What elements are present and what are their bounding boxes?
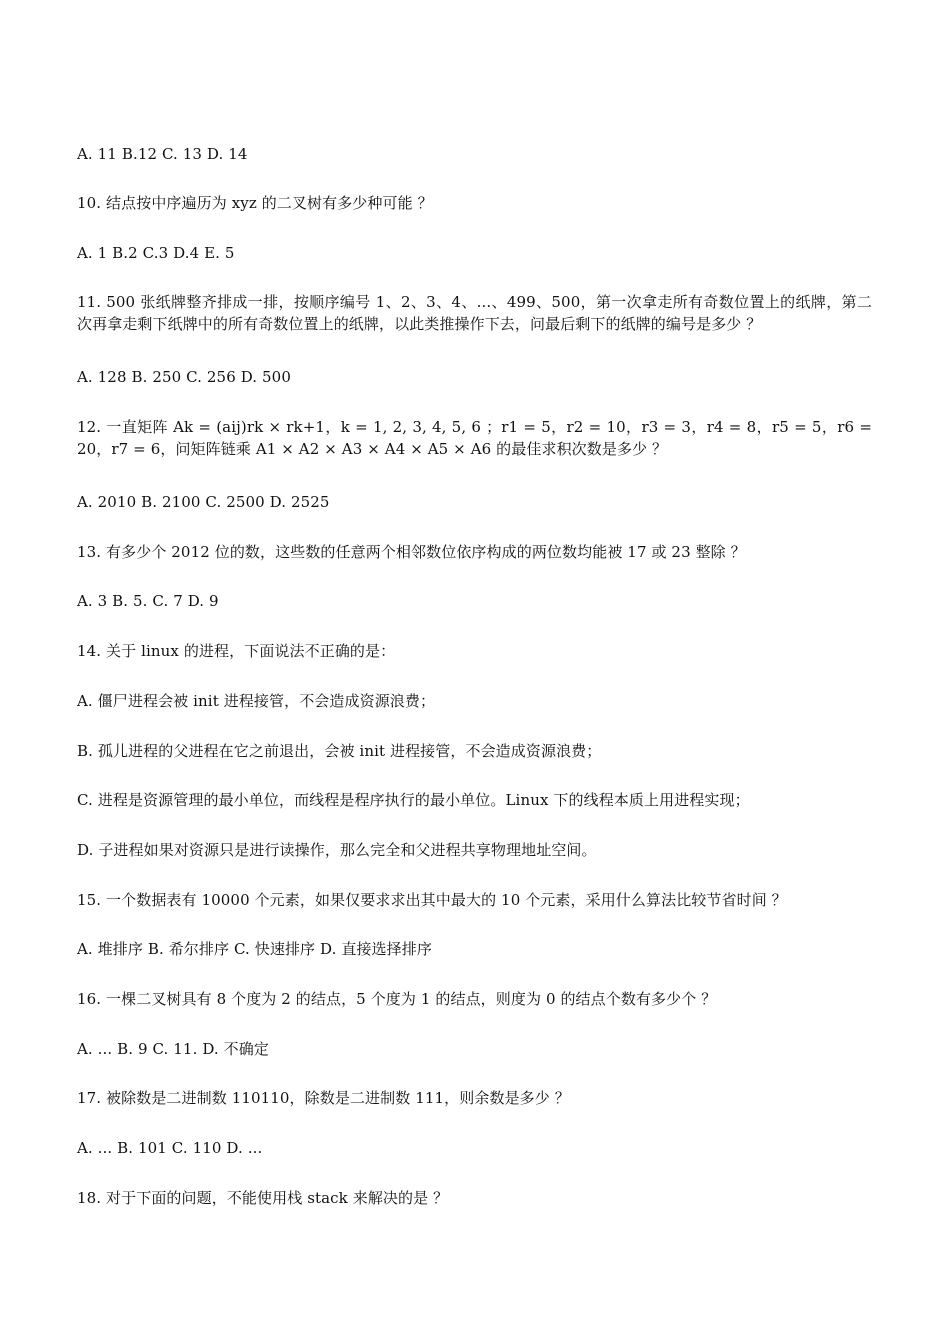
q9-options: A. 11 B.12 C. 13 D. 14 xyxy=(77,145,248,163)
q13-text: 13. 有多少个 2012 位的数，这些数的任意两个相邻数位依序构成的两位数均能被 17 或 23 整除 ？ xyxy=(77,543,746,561)
q16-options: A. ... B. 9 C. 11. D. 不确定 xyxy=(77,1040,269,1058)
q15-text: 15. 一个数据表有 10000 个元素，如果仅要求求出其中最大的 10 个元素，采用什么算法比较节省时间 ？ xyxy=(77,891,787,909)
q14-option-d: D. 子进程如果对资源只是进行读操作，那么完全和父进程共享物理地址空间。 xyxy=(77,841,597,859)
q17-text: 17. 被除数是二进制数 110110，除数是二进制数 111，则余数是多少 ？ xyxy=(77,1089,570,1107)
q16-text: 16. 一棵二叉树具有 8 个度为 2 的结点，5 个度为 1 的结点，则度为 0 的结点个数有多少个 ？ xyxy=(77,990,717,1008)
q13-options: A. 3 B. 5. C. 7 D. 9 xyxy=(77,592,219,610)
q14-option-c: C. 进程是资源管理的最小单位，而线程是程序执行的最小单位。Linux 下的线程本质上用进程实现； xyxy=(77,791,750,809)
q11-options: A. 128 B. 250 C. 256 D. 500 xyxy=(77,368,291,386)
q12-options: A. 2010 B. 2100 C. 2500 D. 2525 xyxy=(77,493,330,511)
q14-option-a: A. 僵尸进程会被 init 进程接管，不会造成资源浪费； xyxy=(77,692,436,710)
q10-options: A. 1 B.2 C.3 D.4 E. 5 xyxy=(77,244,235,262)
q18-text: 18. 对于下面的问题，不能使用栈 stack 来解决的是 ？ xyxy=(77,1189,449,1207)
q15-options: A. 堆排序 B. 希尔排序 C. 快速排序 D. 直接选择排序 xyxy=(77,940,432,958)
q14-text: 14. 关于 linux 的进程，下面说法不正确的是： xyxy=(77,642,396,660)
q10-text: 10. 结点按中序遍历为 xyz 的二叉树有多少种可能 ？ xyxy=(77,194,433,212)
q11-text: 11. 500 张纸牌整齐排成一排，按顺序编号 1、2、3、4、...、499、500，第一次拿走所有奇数位置上的纸牌，第二次再拿走剩下纸牌中的所有奇数位置上的纸牌，以此类推操作下去，问最后剩下的纸牌的编号是多少 ？ xyxy=(77,293,872,333)
q14-option-b: B. 孤儿进程的父进程在它之前退出，会被 init 进程接管，不会造成资源浪费； xyxy=(77,742,602,760)
q12-text: 12. 一直矩阵 Ak = (aij)rk × rk+1，k = 1, 2, 3, 4, 5, 6 ；r1 = 5，r2 = 10，r3 = 3，r4 = 8，r5 = 5，r6 = 20，r7 = 6，问矩阵链乘 A1 × A2 × A3 × A4 × A5 × A6 的最佳求积次数是多少 ？ xyxy=(77,418,872,458)
q17-options: A. ... B. 101 C. 110 D. ... xyxy=(77,1139,263,1157)
